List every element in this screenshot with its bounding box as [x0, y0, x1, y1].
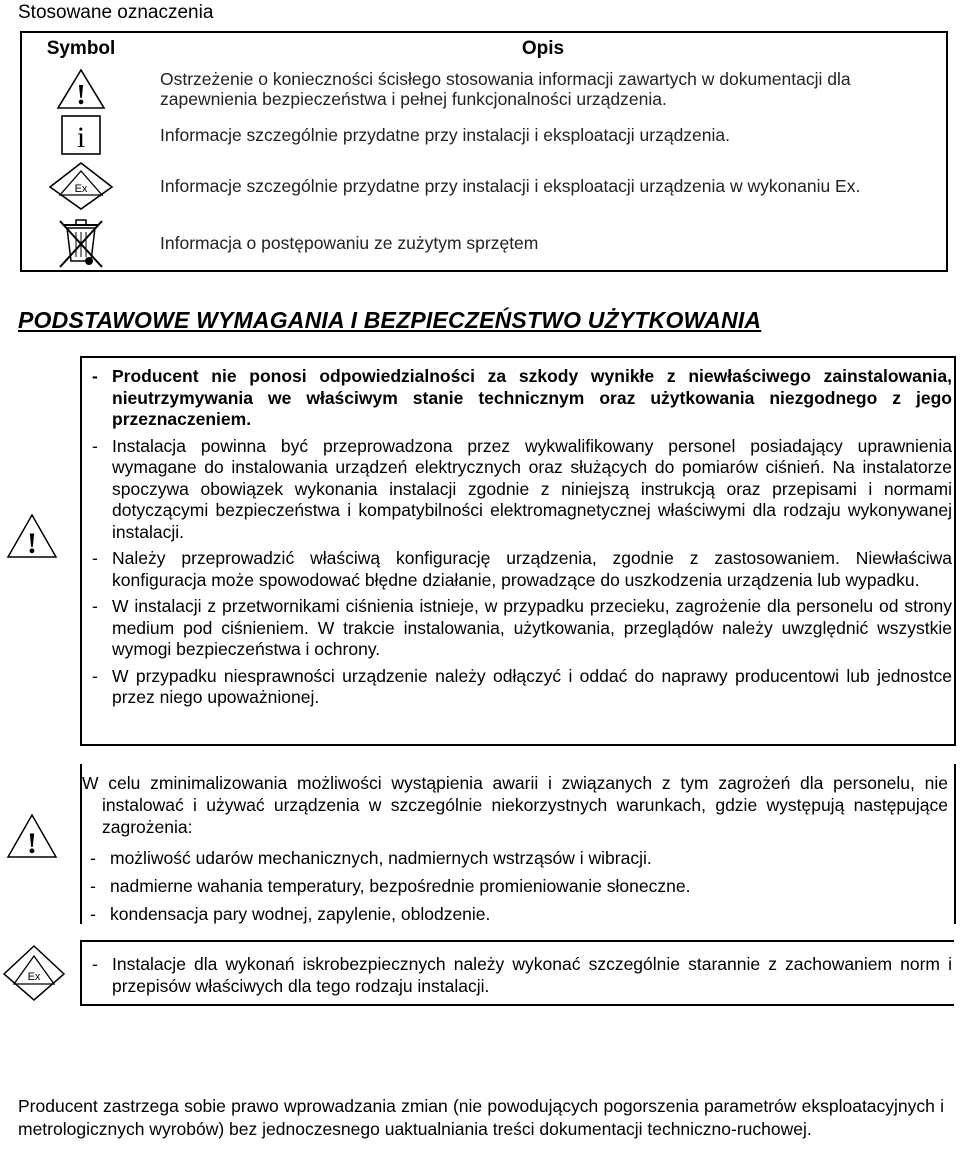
ex-installation-box: [80, 940, 954, 1006]
svg-text:!: !: [76, 80, 86, 110]
list-item: - Należy przeprowadzić właściwą konfigurację urządzenia, zgodnie z zastosowaniem. Niewłaściwa konfiguracja może spowodować błędne działanie, prowadzące do uszkodzenia urządzenia lub wypadku.: [92, 548, 952, 590]
ex-icon-label: Ex: [74, 183, 88, 195]
hazards-box: [80, 764, 956, 924]
header-description: Opis: [521, 38, 565, 59]
svg-text:!: !: [27, 827, 37, 860]
table-row: [21, 65, 947, 113]
svg-text:!: !: [27, 527, 37, 560]
list-item: - Instalacje dla wykonań iskrobezpiecznych należy wykonać szczególnie starannie z zachowaniem norm i przepisów właściwych dla tego rodzaju instalacji.: [92, 954, 952, 996]
ex-icon: [2, 944, 66, 1002]
footer-note: Producent zastrzega sobie prawo wprowadzania zmian (nie powodujących pogorszenia parametrów eksploatacyjnych i metrologicznych wyrobów) bez jednoczesnego uaktualniania treści dokumentacji techniczno-ruchowej.: [18, 1096, 944, 1139]
info-icon: [21, 113, 140, 157]
warning-icon: [6, 512, 58, 560]
safety-requirements-box: [80, 356, 956, 746]
symbols-table: [20, 31, 948, 272]
row-description: Informacje szczególnie przydatne przy instalacji i eksploatacji urządzenia w wykonaniu Ex.: [160, 176, 861, 196]
table-row: [21, 157, 947, 215]
warning-icon: [6, 812, 58, 860]
ex-icon: [21, 157, 140, 215]
crossed-bin-icon: [21, 215, 140, 271]
table-row: [21, 215, 947, 271]
hazards-intro: W celu zminimalizowania możliwości wystąpienia awarii i związanych z tym zagrożeń dla personelu, nie instalować i używać urządzenia w szczególnie niekorzystnych warunkach, gdzie występują następujące zagrożenia:: [82, 773, 948, 837]
list-item: - możliwość udarów mechanicznych, nadmiernych wstrząsów i wibracji.: [90, 848, 652, 868]
main-heading: PODSTAWOWE WYMAGANIA I BEZPIECZEŃSTWO UŻYTKOWANIA: [18, 307, 762, 333]
list-item: - W instalacji z przetwornikami ciśnienia istnieje, w przypadku przecieku, zagrożenie dla personelu od strony medium pod ciśnieniem. W trakcie instalowania, użytkowania, przeglądów należy uwzględnić wszystkie wymogi bezpieczeństwa i ochrony.: [92, 596, 952, 659]
warning-icon: [21, 65, 140, 113]
table-row: [21, 113, 947, 157]
ex-icon-label: Ex: [27, 971, 41, 983]
list-item: - Instalacja powinna być przeprowadzona przez wykwalifikowany personel posiadający uprawnienia wymagane do instalowania urządzeń elektrycznych oraz służących do pomiarów ciśnień. Na instalatorze spoczywa obowiązek wykonania instalacji zgodnie z niniejszą instrukcją oraz przepisami i normami dotyczącymi bezpieczeństwa i kompatybilności elektromagnetycznej właściwymi dla rodzaju wykonywanej instalacji.: [92, 435, 952, 542]
header-symbol: Symbol: [46, 38, 116, 59]
list-item: - Producent nie ponosi odpowiedzialności za szkody wynikłe z niewłaściwego zainstalowania, nieutrzymywania we właściwym stanie technicznym oraz użytkowania niezgodnego z jego przeznaczeniem.: [92, 366, 952, 429]
section-title: Stosowane oznaczenia: [18, 2, 214, 23]
list-item: - W przypadku niesprawności urządzenie należy odłączyć i oddać do naprawy producentowi lub jednostce przez niego upoważnionej.: [92, 665, 952, 707]
table-header-row: [21, 32, 947, 65]
list-item: - kondensacja pary wodnej, zapylenie, oblodzenie.: [90, 904, 491, 924]
list-item: - nadmierne wahania temperatury, bezpośrednie promieniowanie słoneczne.: [90, 876, 691, 896]
row-description: Ostrzeżenie o konieczności ścisłego stosowania informacji zawartych w dokumentacji dla zapewnienia bezpieczeństwa i pełnej funkcjonalności urządzenia.: [160, 69, 851, 109]
info-icon-glyph: i: [76, 121, 86, 154]
row-description: Informacja o postępowaniu ze zużytym sprzętem: [160, 232, 539, 253]
row-description: Informacje szczególnie przydatne przy instalacji i eksploatacji urządzenia.: [160, 125, 730, 145]
